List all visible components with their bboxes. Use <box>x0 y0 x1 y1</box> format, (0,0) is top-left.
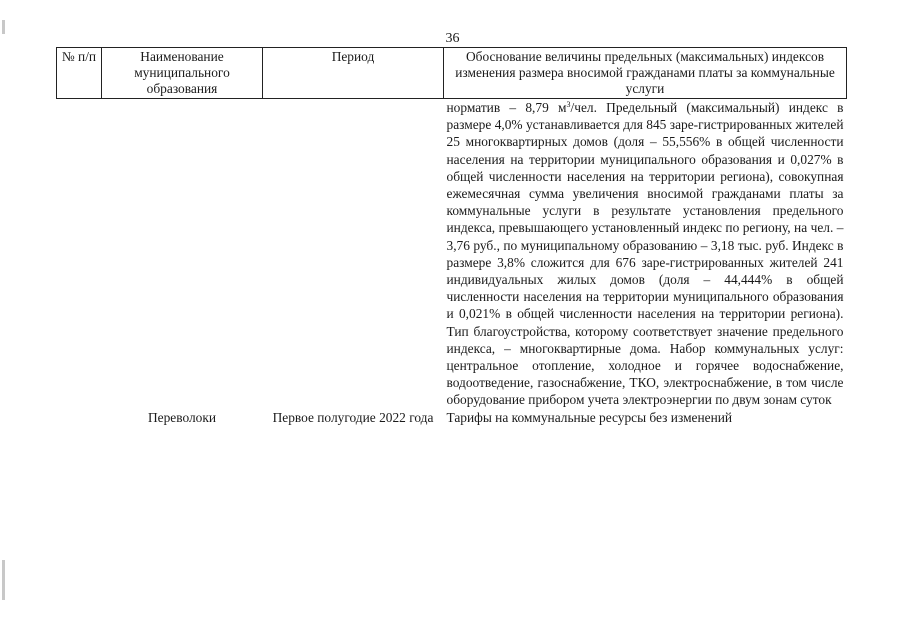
header-period: Период <box>263 48 444 99</box>
header-number: № п/п <box>57 48 102 99</box>
table-header-row <box>57 48 847 99</box>
header-justification: Обоснование величины предельных (максимальных) индексов изменения размера вносимой гражданами платы за коммунальные услуги <box>444 48 847 99</box>
cell-number <box>57 409 102 426</box>
page-number: 36 <box>445 31 460 46</box>
cell-empty <box>263 99 444 409</box>
scan-artifact <box>2 20 5 34</box>
cell-justification: Тарифы на коммунальные ресурсы без изменений <box>446 409 733 425</box>
cell-justification-continuation <box>444 99 847 409</box>
table-row <box>57 409 847 426</box>
header-municipality: Наименование муниципального образования <box>102 48 263 99</box>
scan-artifact <box>2 560 5 600</box>
cell-period: Первое полугодие 2022 года <box>272 409 434 425</box>
cell-empty <box>57 99 102 409</box>
justification-text-start: норматив – 8,79 м <box>446 100 567 115</box>
table-row-continuation <box>57 99 847 409</box>
tariff-index-table <box>56 47 847 426</box>
cubic-superscript: 3 <box>566 100 571 109</box>
cell-municipality: Переволоки <box>147 409 217 425</box>
justification-text-rest: /чел. Предельный (максимальный) индекс в размере 4,0% устанавливается для 845 заре-гистрированных жителей 25 многоквартирных домов (доля – 55,556% в общей численности населения на территории муниципального образования и 0,027% в общей численности населения на территории региона), совокупная ежемесячная сумма увеличения вносимой гражданами платы за коммунальные услуги в результате установления предельного индекса, превышающего установленный индекс по региону, на чел. – 3,76 руб., по муниципальному образованию – 3,18 тыс. руб. Индекс в размере 3,8% сложится для 676 заре-гистрированных жителей 241 индивидуальных жилых домов (доля – 44,444% в общей численности населения на территории муниципального образования и 0,021% в общей численности населения на территории региона). Тип благоустройства, которому соответствует значение предельного индекса, – многоквартирные дома. Набор коммунальных услуг: центральное отопление, холодное и горячее водоснабжение, водоотведение, газоснабжение, ТКО, электроснабжение, в том числе оборудование прибором учета электроэнергии по двум зонам суток <box>446 100 844 408</box>
cell-empty <box>102 99 263 409</box>
